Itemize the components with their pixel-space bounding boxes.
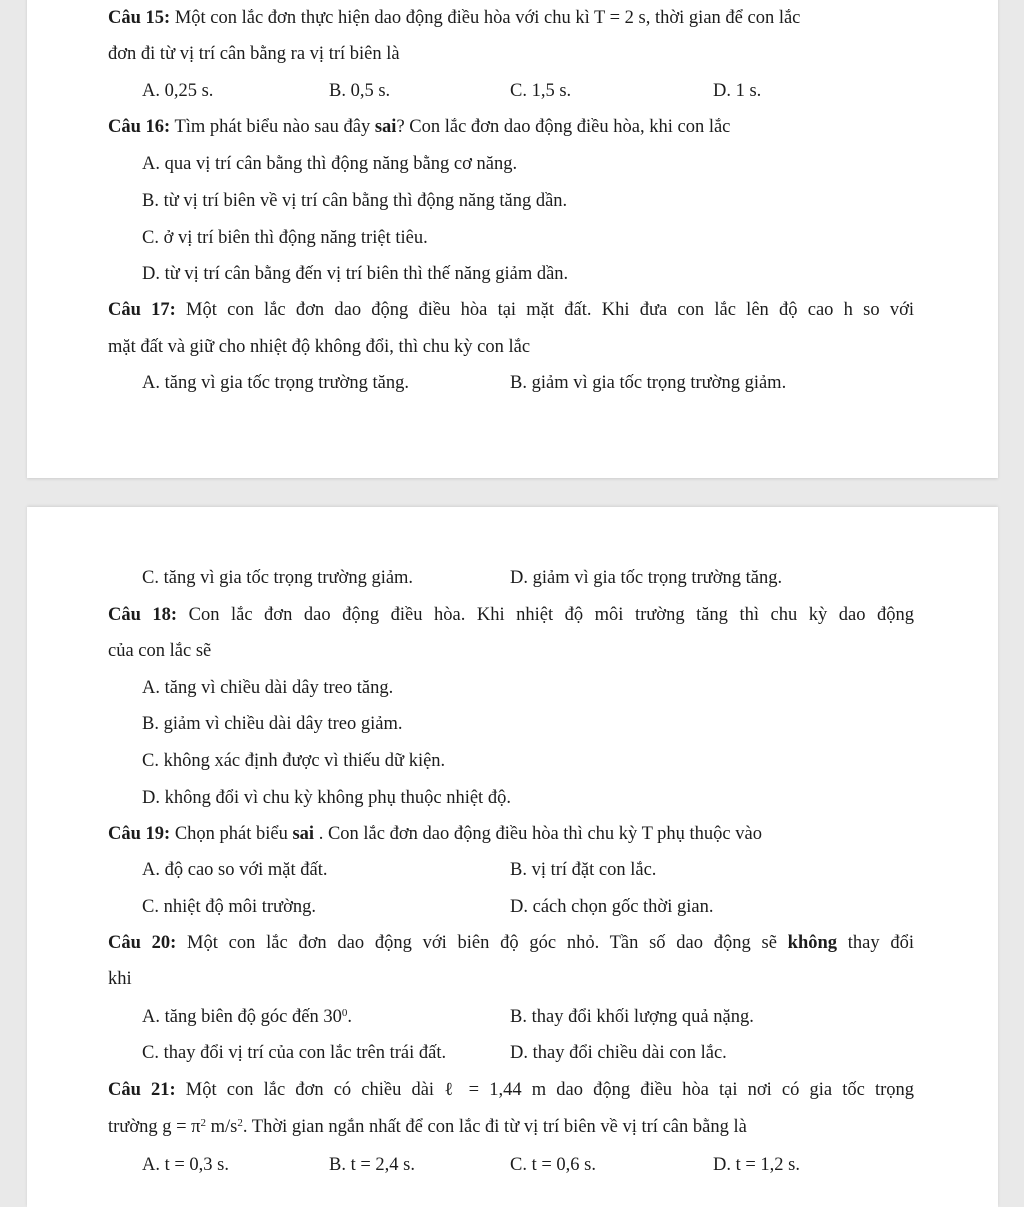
q17-option-a: A. tăng vì gia tốc trọng trường tăng. bbox=[142, 373, 409, 393]
q16-option-a: A. qua vị trí cân bằng thì động năng bằng cơ năng. bbox=[142, 154, 518, 174]
question-19-label: Câu 19: bbox=[108, 824, 171, 844]
q17-option-d: D. giảm vì gia tốc trọng trường tăng. bbox=[510, 568, 783, 588]
q17-option-b: B. giảm vì gia tốc trọng trường giảm. bbox=[510, 373, 787, 393]
question-20-line-1: Câu 20: Một con lắc đơn dao động với biên độ góc nhỏ. Tần số dao động sẽ không thay đổi bbox=[108, 933, 915, 953]
q15-option-a: A. 0,25 s. bbox=[142, 81, 214, 101]
q20-option-d: D. thay đổi chiều dài con lắc. bbox=[510, 1043, 727, 1063]
question-16-label: Câu 16: bbox=[108, 117, 171, 137]
question-15-line-1: Câu 15: Một con lắc đơn thực hiện dao động điều hòa với chu kì T = 2 s, thời gian để con lắc bbox=[108, 8, 801, 28]
question-18-line-2: của con lắc sẽ bbox=[108, 641, 212, 661]
q21-option-a: A. t = 0,3 s. bbox=[142, 1155, 230, 1175]
question-17-line-1: Câu 17: Một con lắc đơn dao động điều hòa tại mặt đất. Khi đưa con lắc lên độ cao h so với bbox=[108, 300, 914, 320]
q16-option-c: C. ở vị trí biên thì động năng triệt tiêu. bbox=[142, 228, 428, 248]
q18-option-c: C. không xác định được vì thiếu dữ kiện. bbox=[142, 751, 446, 771]
q19-option-d: D. cách chọn gốc thời gian. bbox=[510, 897, 714, 917]
question-16-line-1: Câu 16: Tìm phát biểu nào sau đây sai? Con lắc đơn dao động điều hòa, khi con lắc bbox=[108, 117, 731, 137]
q21-option-b: B. t = 2,4 s. bbox=[329, 1155, 415, 1175]
question-18-label: Câu 18: bbox=[108, 605, 178, 625]
question-20-label: Câu 20: bbox=[108, 933, 177, 953]
q18-option-d: D. không đổi vì chu kỳ không phụ thuộc nhiệt độ. bbox=[142, 788, 511, 808]
q16-option-d: D. từ vị trí cân bằng đến vị trí biên thì thế năng giảm dần. bbox=[142, 264, 569, 284]
q20-option-b: B. thay đổi khối lượng quả nặng. bbox=[510, 1007, 754, 1027]
q19-option-a: A. độ cao so với mặt đất. bbox=[142, 860, 328, 880]
question-18-line-1: Câu 18: Con lắc đơn dao động điều hòa. Khi nhiệt độ môi trường tăng thì chu kỳ dao động bbox=[108, 605, 914, 625]
question-21-label: Câu 21: bbox=[108, 1080, 176, 1100]
question-21-line-1: Câu 21: Một con lắc đơn có chiều dài ℓ = 1,44 m dao động điều hòa tại nơi có gia tốc trọng bbox=[108, 1080, 914, 1100]
q21-option-d: D. t = 1,2 s. bbox=[713, 1155, 801, 1175]
q21-option-c: C. t = 0,6 s. bbox=[510, 1155, 596, 1175]
question-21-line-2: trường $g = \pi^2$ $m/s^2$. Thời gian ngắn nhất để con lắc đi từ vị trí biên về vị trí cân bằng là bbox=[108, 1117, 747, 1137]
question-17-label: Câu 17: bbox=[108, 300, 176, 320]
question-20-line-2: khi bbox=[108, 969, 132, 989]
q20-option-a: A. tăng biên độ góc đến $30^0$. bbox=[142, 1007, 352, 1027]
question-17-line-2: mặt đất và giữ cho nhiệt độ không đổi, thì chu kỳ con lắc bbox=[108, 337, 531, 357]
question-19-line-1: Câu 19: Chọn phát biểu sai . Con lắc đơn dao động điều hòa thì chu kỳ T phụ thuộc vào bbox=[108, 824, 762, 844]
q18-option-a: A. tăng vì chiều dài dây treo tăng. bbox=[142, 678, 394, 698]
q17-option-c: C. tăng vì gia tốc trọng trường giảm. bbox=[142, 568, 414, 588]
q15-option-d: D. 1 s. bbox=[713, 81, 762, 101]
q20-option-c: C. thay đổi vị trí của con lắc trên trái đất. bbox=[142, 1043, 447, 1063]
question-15-label: Câu 15: bbox=[108, 8, 171, 28]
question-15-line-2: đơn đi từ vị trí cân bằng ra vị trí biên là bbox=[108, 44, 400, 64]
q15-option-c: C. 1,5 s. bbox=[510, 81, 572, 101]
q18-option-b: B. giảm vì chiều dài dây treo giảm. bbox=[142, 714, 403, 734]
q15-option-b: B. 0,5 s. bbox=[329, 81, 391, 101]
q19-option-c: C. nhiệt độ môi trường. bbox=[142, 897, 316, 917]
q16-option-b: B. từ vị trí biên về vị trí cân bằng thì động năng tăng dần. bbox=[142, 191, 568, 211]
q19-option-b: B. vị trí đặt con lắc. bbox=[510, 860, 657, 880]
